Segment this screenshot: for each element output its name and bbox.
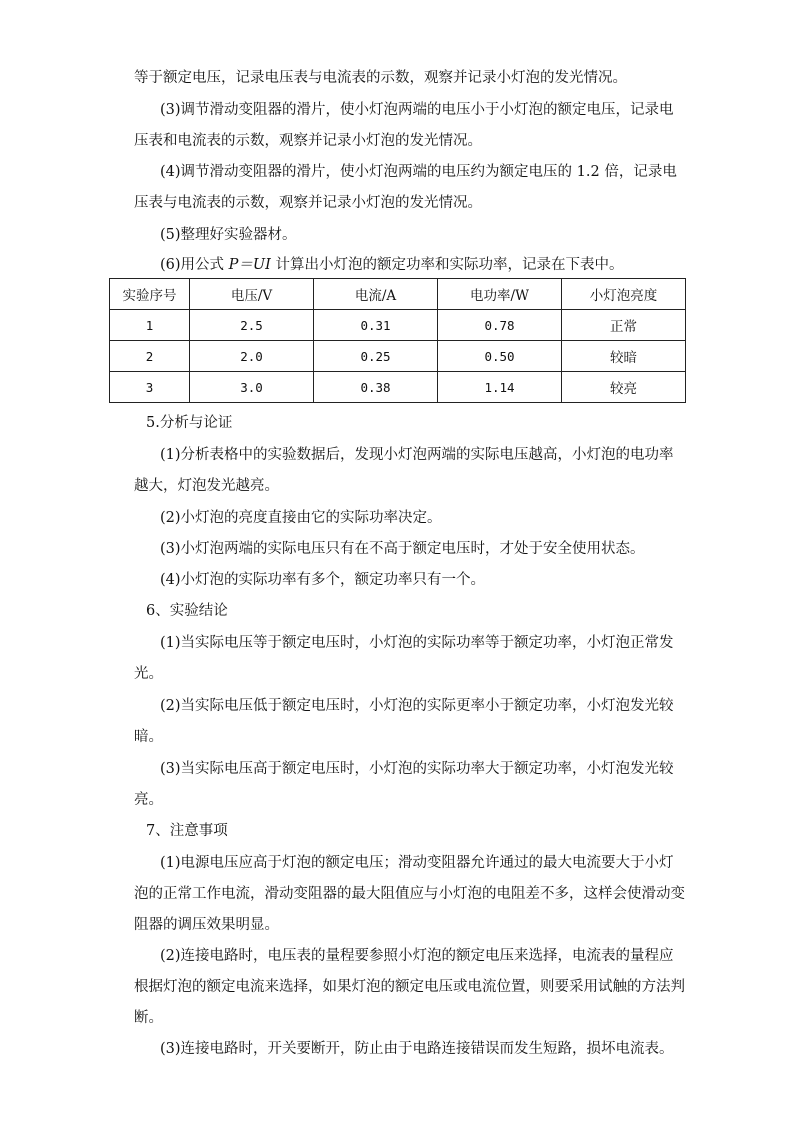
table-cell: 0.78 (438, 310, 562, 341)
table-header-cell: 小灯泡亮度 (562, 279, 686, 310)
note-2-line-3: 断。 (134, 1010, 163, 1026)
step-6-suffix: 计算出小灯泡的额定功率和实际功率，记录在下表中。 (275, 257, 624, 273)
table-cell: 2.0 (190, 341, 314, 372)
table-header-cell: 电功率/W (438, 279, 562, 310)
note-2-line-2: 根据灯泡的额定电流来选择，如果灯泡的额定电压或电流位置，则要采用试触的方法判 (134, 979, 685, 995)
table-cell: 2.5 (190, 310, 314, 341)
conclusion-2-line-1: (2)当实际电压低于额定电压时，小灯泡的实际更率小于额定功率，小灯泡发光较 (160, 698, 674, 714)
conclusion-2-line-2: 暗。 (134, 729, 163, 745)
table-row (110, 341, 686, 372)
table-cell: 正常 (562, 310, 686, 341)
table-header-cell: 实验序号 (110, 279, 190, 310)
step-6-line (160, 256, 623, 274)
step-3-line-2: 压表和电流表的示数，观察并记录小灯泡的发光情况。 (134, 133, 482, 149)
note-1-line-3: 阻器的调压效果明显。 (134, 917, 279, 933)
conclusion-1-line-2: 光。 (134, 666, 163, 682)
table-cell: 较暗 (562, 341, 686, 372)
note-1-line-1: (1)电源电压应高于灯泡的额定电压；滑动变阻器允许通过的最大电流要大于小灯 (160, 855, 674, 871)
conclusion-1-line-1: (1)当实际电压等于额定电压时，小灯泡的实际功率等于额定功率，小灯泡正常发 (160, 635, 674, 651)
section-title-conclusion: 6、实验结论 (146, 603, 228, 619)
intro-line: 等于额定电压，记录电压表与电流表的示数，观察并记录小灯泡的发光情况。 (134, 70, 627, 86)
analysis-1-line-1: (1)分析表格中的实验数据后，发现小灯泡两端的实际电压越高，小灯泡的电功率 (160, 447, 674, 463)
conclusion-3-line-1: (3)当实际电压高于额定电压时，小灯泡的实际功率大于额定功率，小灯泡发光较 (160, 761, 674, 777)
section-title-analysis: 5.分析与论证 (146, 415, 233, 431)
table-row (110, 372, 686, 403)
analysis-3-line: (3)小灯泡两端的实际电压只有在不高于额定电压时，才处于安全使用状态。 (160, 541, 645, 557)
table-cell: 1.14 (438, 372, 562, 403)
analysis-4-line: (4)小灯泡的实际功率有多个，额定功率只有一个。 (160, 572, 486, 588)
step-4-line-2: 压表与电流表的示数，观察并记录小灯泡的发光情况。 (134, 195, 482, 211)
results-table (109, 278, 686, 403)
table-cell: 0.25 (314, 341, 438, 372)
power-formula: P＝UI (228, 257, 271, 273)
table-header-cell: 电压/V (190, 279, 314, 310)
section-title-notes: 7、注意事项 (146, 823, 228, 839)
table-cell: 3.0 (190, 372, 314, 403)
step-5-line: (5)整理好实验器材。 (160, 227, 297, 243)
note-2-line-1: (2)连接电路时，电压表的量程要参照小灯泡的额定电压来选择，电流表的量程应 (160, 948, 674, 964)
analysis-2-line: (2)小灯泡的亮度直接由它的实际功率决定。 (160, 510, 442, 526)
step-3-line-1: (3)调节滑动变阻器的滑片，使小灯泡两端的电压小于小灯泡的额定电压，记录电 (160, 102, 674, 118)
table-cell: 0.31 (314, 310, 438, 341)
table-row (110, 310, 686, 341)
table-cell: 0.50 (438, 341, 562, 372)
table-cell: 较亮 (562, 372, 686, 403)
table-cell: 0.38 (314, 372, 438, 403)
note-1-line-2: 泡的正常工作电流，滑动变阻器的最大阻值应与小灯泡的电阻差不多，这样会使滑动变 (134, 886, 685, 902)
note-3-line: (3)连接电路时，开关要断开，防止由于电路连接错误而发生短路，损坏电流表。 (160, 1041, 674, 1057)
analysis-1-line-2: 越大，灯泡发光越亮。 (134, 478, 279, 494)
table-cell: 3 (110, 372, 190, 403)
table-cell: 2 (110, 341, 190, 372)
step-6-prefix: (6)用公式 (160, 257, 225, 273)
step-4-line-1: (4)调节滑动变阻器的滑片，使小灯泡两端的电压约为额定电压的 1.2 倍，记录电 (160, 164, 677, 180)
table-cell: 1 (110, 310, 190, 341)
table-header-row (110, 279, 686, 310)
table-header-cell: 电流/A (314, 279, 438, 310)
conclusion-3-line-2: 亮。 (134, 792, 163, 808)
